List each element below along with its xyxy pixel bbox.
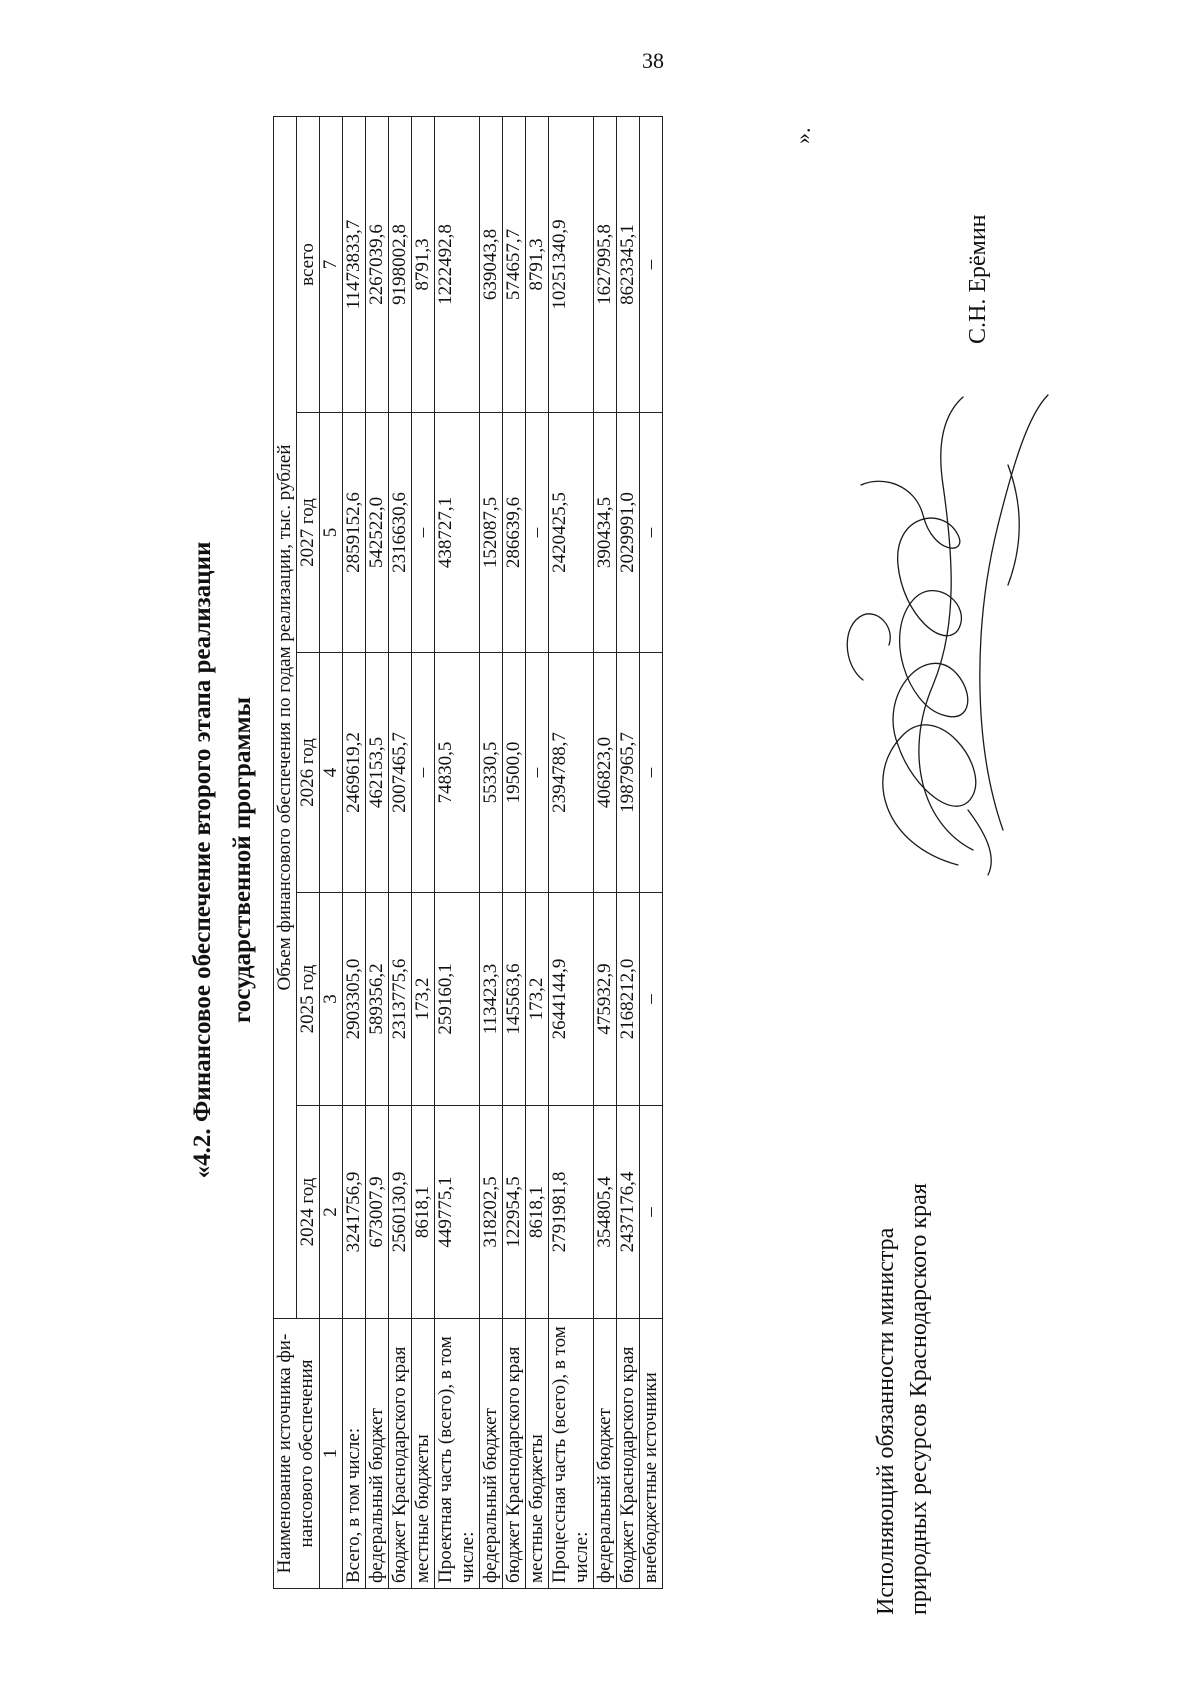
- row-value: 11473833,7: [343, 116, 366, 412]
- header-source-name: Наименование источника фи-нансового обеспечения: [274, 1319, 320, 1589]
- row-value: 152087,5: [480, 413, 503, 653]
- row-value: 475932,9: [594, 893, 617, 1106]
- row-label: бюджет Краснодарского края: [617, 1319, 640, 1589]
- row-value: 173,2: [412, 893, 435, 1106]
- header-year-2024: 2024 год: [297, 1106, 320, 1319]
- row-value: –: [526, 413, 549, 653]
- row-label: Проектная часть (всего), в том числе:: [435, 1319, 480, 1589]
- table-row: [640, 116, 663, 1588]
- row-value: 639043,8: [480, 116, 503, 412]
- row-label: федеральный бюджет: [480, 1319, 503, 1589]
- row-label: бюджет Краснодарского края: [389, 1319, 412, 1589]
- row-label: федеральный бюджет: [594, 1319, 617, 1589]
- table-row: [549, 116, 594, 1588]
- row-value: 173,2: [526, 893, 549, 1106]
- handwritten-signature: [823, 385, 1083, 885]
- table-row: [343, 116, 366, 1588]
- row-value: 2168212,0: [617, 893, 640, 1106]
- row-value: 113423,3: [480, 893, 503, 1106]
- row-value: 2644144,9: [549, 893, 594, 1106]
- row-value: 449775,1: [435, 1106, 480, 1319]
- signatory-position-line-2: природных ресурсов Краснодарского края: [906, 1183, 932, 1615]
- signer-name: С.Н. Ерёмин: [965, 214, 991, 344]
- row-value: –: [412, 413, 435, 653]
- row-value: 145563,6: [503, 893, 526, 1106]
- table-row: [526, 116, 549, 1588]
- row-value: 1987965,7: [617, 653, 640, 893]
- row-label: бюджет Краснодарского края: [503, 1319, 526, 1589]
- header-number: 2: [320, 1106, 343, 1319]
- row-value: 2437176,4: [617, 1106, 640, 1319]
- row-label: местные бюджеты: [412, 1319, 435, 1589]
- row-value: 406823,0: [594, 653, 617, 893]
- header-year-2026: 2026 год: [297, 653, 320, 893]
- page-number: 38: [642, 48, 664, 73]
- row-value: –: [640, 893, 663, 1106]
- title-line-1: «4.2. Финансовое обеспечение второго этапа реализации: [189, 541, 216, 1179]
- header-row-numbers: [320, 116, 343, 1588]
- table-row: [435, 116, 480, 1588]
- header-number: 1: [320, 1319, 343, 1589]
- row-value: 2903305,0: [343, 893, 366, 1106]
- closing-quote: ».: [790, 127, 815, 144]
- row-value: –: [640, 413, 663, 653]
- row-value: –: [412, 653, 435, 893]
- row-value: 8623345,1: [617, 116, 640, 412]
- row-value: 542522,0: [366, 413, 389, 653]
- row-value: 8618,1: [526, 1106, 549, 1319]
- table-row: [503, 116, 526, 1588]
- row-value: 2469619,2: [343, 653, 366, 893]
- row-value: 259160,1: [435, 893, 480, 1106]
- rotated-page-content: [15, 100, 991, 1620]
- row-value: 462153,5: [366, 653, 389, 893]
- row-value: 2029991,0: [617, 413, 640, 653]
- header-number: 7: [320, 116, 343, 412]
- row-value: 673007,9: [366, 1106, 389, 1319]
- table-row: [412, 116, 435, 1588]
- row-value: 354805,4: [594, 1106, 617, 1319]
- row-value: 2560130,9: [389, 1106, 412, 1319]
- row-value: 589356,2: [366, 893, 389, 1106]
- row-label: внебюджетные источники: [640, 1319, 663, 1589]
- header-number: 4: [320, 653, 343, 893]
- signatory-position-line-1: Исполняющий обязанности министра: [873, 1227, 899, 1615]
- row-value: –: [526, 653, 549, 893]
- row-label: местные бюджеты: [526, 1319, 549, 1589]
- table-row: [389, 116, 412, 1588]
- row-value: 74830,5: [435, 653, 480, 893]
- row-value: 318202,5: [480, 1106, 503, 1319]
- row-value: 8791,3: [412, 116, 435, 412]
- header-number: 5: [320, 413, 343, 653]
- row-value: 390434,5: [594, 413, 617, 653]
- row-value: 286639,6: [503, 413, 526, 653]
- row-value: 10251340,9: [549, 116, 594, 412]
- row-value: 2791981,8: [549, 1106, 594, 1319]
- row-value: 8618,1: [412, 1106, 435, 1319]
- row-value: –: [640, 116, 663, 412]
- row-label: Всего, в том числе:: [343, 1319, 366, 1589]
- row-value: 3241756,9: [343, 1106, 366, 1319]
- row-value: 55330,5: [480, 653, 503, 893]
- row-value: 438727,1: [435, 413, 480, 653]
- header-row-1: [274, 116, 297, 1588]
- row-value: 2007465,7: [389, 653, 412, 893]
- row-value: –: [640, 1106, 663, 1319]
- header-volume: Объем финансового обеспечения по годам реализации, тыс. рублей: [274, 116, 297, 1318]
- title-line-2: государственной программы: [229, 696, 256, 1024]
- row-value: 8791,3: [526, 116, 549, 412]
- row-value: 1222492,8: [435, 116, 480, 412]
- row-value: 19500,0: [503, 653, 526, 893]
- row-value: 2316630,6: [389, 413, 412, 653]
- financing-table: [273, 116, 663, 1589]
- row-value: 2394788,7: [549, 653, 594, 893]
- row-label: федеральный бюджет: [366, 1319, 389, 1589]
- row-value: 2267039,6: [366, 116, 389, 412]
- row-value: –: [640, 653, 663, 893]
- header-year-2027: 2027 год: [297, 413, 320, 653]
- header-year-2025: 2025 год: [297, 893, 320, 1106]
- row-value: 122954,5: [503, 1106, 526, 1319]
- table-row: [617, 116, 640, 1588]
- table-row: [480, 116, 503, 1588]
- row-value: 2420425,5: [549, 413, 594, 653]
- table-row: [594, 116, 617, 1588]
- row-value: 2859152,6: [343, 413, 366, 653]
- row-value: 2313775,6: [389, 893, 412, 1106]
- table-row: [366, 116, 389, 1588]
- row-value: 9198002,8: [389, 116, 412, 412]
- row-label: Процессная часть (всего), в том числе:: [549, 1319, 594, 1589]
- row-value: 574657,7: [503, 116, 526, 412]
- row-value: 1627995,8: [594, 116, 617, 412]
- header-number: 3: [320, 893, 343, 1106]
- header-total: всего: [297, 116, 320, 412]
- section-title: [183, 100, 263, 1620]
